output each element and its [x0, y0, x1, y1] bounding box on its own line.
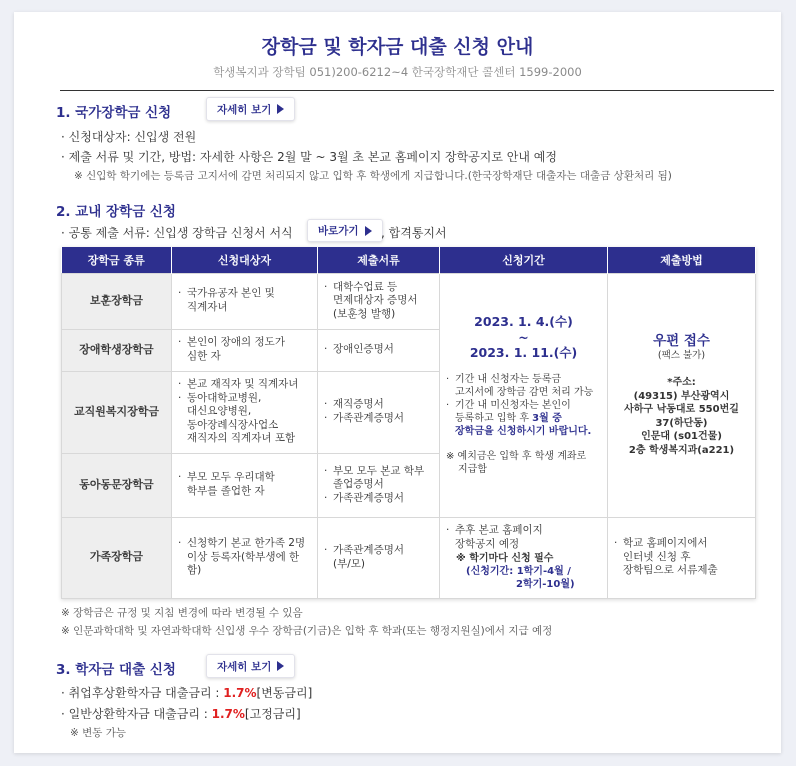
table-row: [62, 273, 756, 329]
arrow-right-icon: [365, 226, 372, 236]
arrow-right-icon: [277, 661, 284, 671]
row-target: · 국가유공자 본인 및 직계자녀: [172, 273, 318, 329]
table-row: [62, 517, 756, 598]
section-loan-heading: 3. 학자금 대출 신청: [56, 662, 176, 678]
family-period-cell: · 추후 본교 홈페이지 장학공지 예정 ※ 학기마다 신청 필수 (신청기간: 1학기-4월 / 2학기-10월): [440, 517, 608, 598]
loan-income-contingent: · 취업후상환학자금 대출금리 : 1.7%[변동금리]: [61, 686, 313, 700]
row-docs: · 가족관계증명서 (부/모): [318, 517, 440, 598]
col-header-type: 장학금 종류: [62, 247, 172, 273]
no-fax-note: (팩스 불가): [657, 350, 706, 362]
row-type-disabled: 장애학생장학금: [62, 329, 172, 371]
period-bullet-late: · 기간 내 미신청자는 본인이 등록하고 입학 후 3월 중 장학금을 신청하시기 바랍니다.: [446, 399, 601, 438]
period-cell: [440, 273, 608, 517]
col-header-docs: 제출서류: [318, 247, 440, 273]
national-target-text: · 신청대상자: 신입생 전원: [61, 130, 197, 144]
row-docs: · 부모 모두 본교 학부 졸업증명서 · 가족관계증명서: [318, 453, 440, 517]
mailing-address: *주소: (49315) 부산광역시 사하구 낙동대로 550번길 37(하단동) 인문대 (s01건물) 2층 학생복지과(a221): [624, 377, 739, 456]
section-national-scholarship-heading: 1. 국가장학금 신청: [56, 105, 172, 121]
notice-card: [14, 12, 781, 753]
row-target: · 본인이 장애의 정도가 심한 자: [172, 329, 318, 371]
page-title: 장학금 및 학자금 대출 신청 안내: [261, 36, 534, 58]
row-docs: · 재직증명서 · 가족관계증명서: [318, 371, 440, 453]
arrow-right-icon: [277, 104, 284, 114]
title-divider: [60, 90, 774, 91]
mail-submission: 우편 접수: [653, 332, 710, 349]
period-bullet-in-time: · 기간 내 신청자는 등록금 고지서에 장학금 감면 처리 가능: [446, 373, 601, 399]
loan-general: · 일반상환학자금 대출금리 : 1.7%[고정금리]: [61, 707, 301, 721]
detail-button-label: 자세히 보기: [217, 660, 272, 673]
national-scholarship-detail-button[interactable]: [206, 97, 295, 121]
row-type-veterans: 보훈장학금: [62, 273, 172, 329]
family-method-cell: · 학교 홈페이지에서 인터넷 신청 후 장학팀으로 서류제출: [608, 517, 756, 598]
national-note: ※ 신입학 학기에는 등록금 고지서에 감면 처리되지 않고 입학 후 학생에게 지급합니다.(한국장학재단 대출자는 대출금 상환처리 됨): [74, 170, 672, 182]
row-type-staff-welfare: 교직원복지장학금: [62, 371, 172, 453]
common-docs-text: · 공통 제출 서류: 신입생 장학금 신청서 서식: [61, 226, 293, 240]
detail-button-label: 자세히 보기: [217, 103, 272, 116]
col-header-method: 제출방법: [608, 247, 756, 273]
table-note-2: ※ 인문과학대학 및 자연과학대학 신입생 우수 장학금(기금)은 입학 후 학과(또는 행정지원실)에서 지급 예정: [61, 625, 553, 637]
loan-detail-button[interactable]: [206, 654, 295, 678]
table-note-1: ※ 장학금은 규정 및 지침 변경에 따라 변경될 수 있음: [61, 607, 303, 619]
row-type-alumni: 동아동문장학금: [62, 453, 172, 517]
col-header-target: 신청대상자: [172, 247, 318, 273]
deposit-note: ※ 예치금은 입학 후 학생 계좌로 지급함: [446, 450, 587, 475]
col-header-period: 신청기간: [440, 247, 608, 273]
row-target: · 본교 재직자 및 직계자녀 · 동아대학교병원, 대신요양병원, 동아장례식장사업소 재직자의 직계자녀 포함: [172, 371, 318, 453]
family-period-note: ※ 학기마다 신청 필수: [456, 552, 554, 564]
loan-note: ※ 변동 가능: [70, 727, 127, 739]
section-campus-scholarship-heading: 2. 교내 장학금 신청: [56, 204, 176, 220]
method-cell: [608, 273, 756, 517]
common-docs-suffix: , 합격통지서: [381, 226, 447, 240]
row-target: · 신청학기 본교 한가족 2명 이상 등록자(학부생에 한함): [172, 517, 318, 598]
row-type-family: 가족장학금: [62, 517, 172, 598]
row-docs: · 대학수업료 등 면제대상자 증명서 (보훈청 발행): [318, 273, 440, 329]
family-period-dates: (신청기간: 1학기-4월 / 2학기-10월): [466, 565, 575, 590]
application-period: 2023. 1. 4.(수) ~ 2023. 1. 11.(수): [469, 314, 578, 361]
scholarship-table: [61, 247, 756, 599]
row-target: · 부모 모두 우리대학 학부를 졸업한 자: [172, 453, 318, 517]
contact-info: 학생복지과 장학팀 051)200-6212~4 한국장학재단 콜센터 1599-2000: [213, 65, 582, 79]
national-method-text: · 제출 서류 및 기간, 방법: 자세한 사항은 2월 말 ~ 3월 초 본교 홈페이지 장학공지로 안내 예정: [61, 150, 557, 164]
table-header-row: [62, 247, 756, 273]
form-link-label: 바로가기: [318, 225, 359, 237]
application-form-link-button[interactable]: [307, 219, 383, 242]
row-docs: · 장애인증명서: [318, 329, 440, 371]
